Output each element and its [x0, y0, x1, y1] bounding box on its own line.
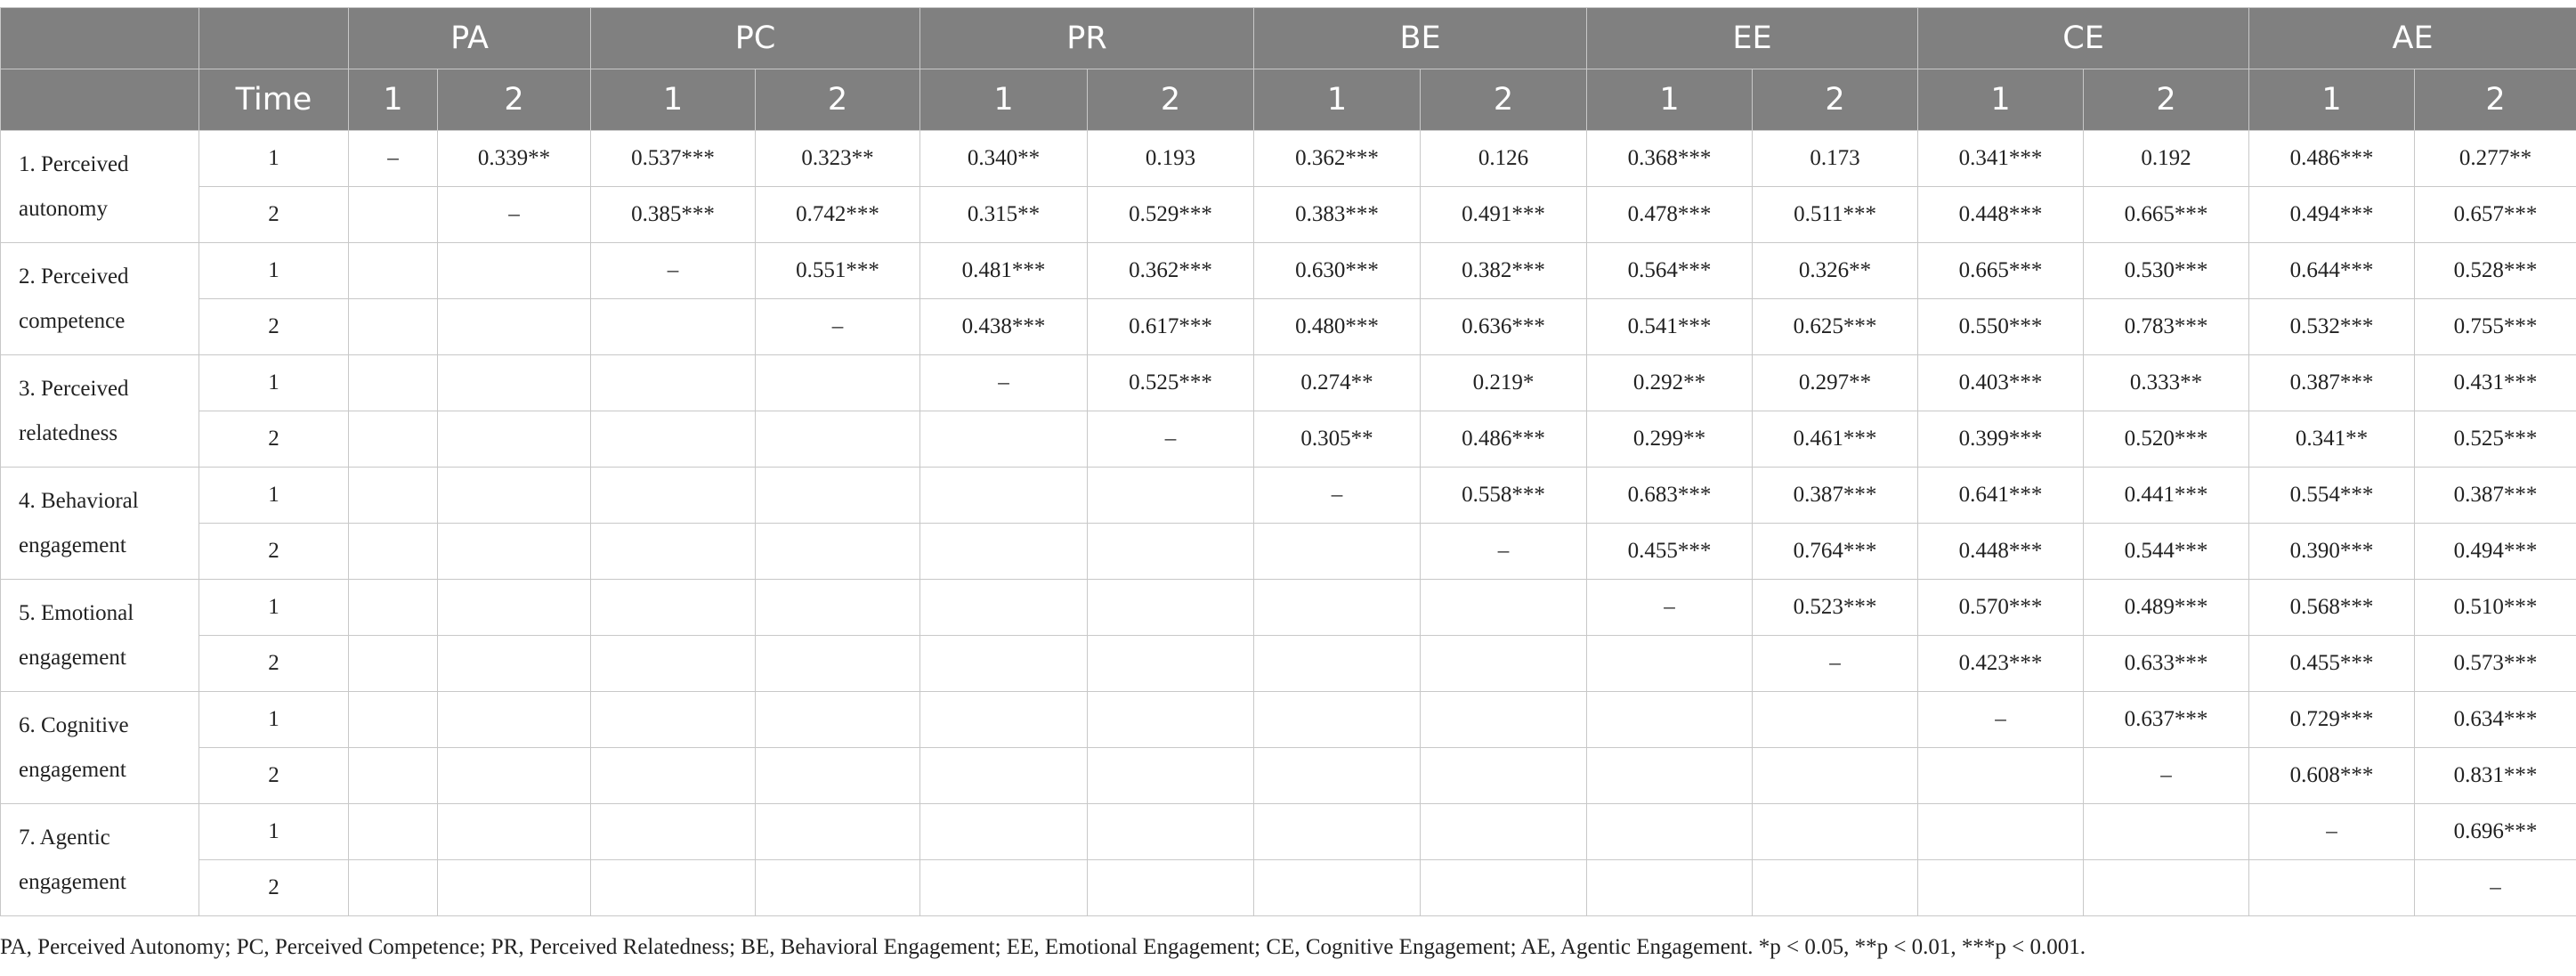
correlation-cell: 0.399*** [1918, 411, 2084, 468]
correlation-cell [1421, 692, 1587, 748]
correlation-cell [920, 748, 1088, 804]
correlation-table [0, 7, 2576, 916]
correlation-cell [2249, 860, 2415, 916]
correlation-cell [349, 411, 438, 468]
correlation-cell [438, 804, 591, 860]
correlation-cell [1587, 860, 1753, 916]
header-group-pr: PR [920, 8, 1254, 69]
correlation-cell [591, 411, 756, 468]
header-time-2: 2 [438, 69, 591, 131]
table-row [1, 355, 2576, 411]
correlation-cell: – [2084, 748, 2249, 804]
correlation-cell: 0.633*** [2084, 636, 2249, 692]
correlation-cell: 0.489*** [2084, 580, 2249, 636]
correlation-cell: 0.636*** [1421, 299, 1587, 355]
correlation-cell [438, 748, 591, 804]
correlation-cell: – [1088, 411, 1254, 468]
table-row [1, 187, 2576, 243]
table-row [1, 860, 2576, 916]
correlation-cell: 0.494*** [2249, 187, 2415, 243]
time-cell: 2 [199, 299, 349, 355]
correlation-cell: 0.783*** [2084, 299, 2249, 355]
correlation-cell [1254, 748, 1421, 804]
correlation-cell: 0.382*** [1421, 243, 1587, 299]
correlation-cell [1587, 804, 1753, 860]
table-header [1, 8, 2576, 131]
correlation-cell [349, 580, 438, 636]
correlation-cell: 0.305** [1254, 411, 1421, 468]
table-row [1, 636, 2576, 692]
correlation-cell [349, 860, 438, 916]
header-time-1: 1 [1587, 69, 1753, 131]
correlation-cell: – [591, 243, 756, 299]
correlation-cell: 0.390*** [2249, 524, 2415, 580]
correlation-cell: 0.644*** [2249, 243, 2415, 299]
correlation-cell: 0.634*** [2415, 692, 2576, 748]
correlation-cell [756, 804, 920, 860]
header-blank-cell [199, 8, 349, 69]
table-row [1, 692, 2576, 748]
correlation-cell: 0.383*** [1254, 187, 1421, 243]
header-time-2: 2 [1088, 69, 1254, 131]
table-row [1, 524, 2576, 580]
correlation-cell: 0.550*** [1918, 299, 2084, 355]
correlation-cell [920, 804, 1088, 860]
correlation-cell: 0.461*** [1753, 411, 1918, 468]
correlation-cell: 0.368*** [1587, 131, 1753, 187]
correlation-cell [438, 468, 591, 524]
correlation-cell [1753, 860, 1918, 916]
correlation-cell: 0.387*** [2415, 468, 2576, 524]
correlation-cell: 0.448*** [1918, 524, 2084, 580]
correlation-cell [1088, 692, 1254, 748]
table-row [1, 804, 2576, 860]
table-footnote: PA, Perceived Autonomy; PC, Perceived Competence; PR, Perceived Relatedness; BE, Behavioral Engagement; EE, Emotional Engagement; CE, Cognitive Engagement; AE, Agentic Engagement. *p < 0.05, **p < 0.01, ***p < 0.001. [0, 935, 2086, 959]
correlation-cell [1254, 524, 1421, 580]
correlation-cell [349, 299, 438, 355]
correlation-cell: – [2249, 804, 2415, 860]
correlation-cell [591, 692, 756, 748]
correlation-cell [1254, 860, 1421, 916]
correlation-cell: 0.637*** [2084, 692, 2249, 748]
header-time-1: 1 [1254, 69, 1421, 131]
time-cell: 1 [199, 692, 349, 748]
correlation-cell: 0.551*** [756, 243, 920, 299]
correlation-cell [756, 748, 920, 804]
correlation-cell [920, 411, 1088, 468]
correlation-cell: 0.541*** [1587, 299, 1753, 355]
correlation-cell: 0.608*** [2249, 748, 2415, 804]
header-time-1: 1 [349, 69, 438, 131]
correlation-cell: 0.568*** [2249, 580, 2415, 636]
correlation-cell [1254, 692, 1421, 748]
correlation-cell: 0.683*** [1587, 468, 1753, 524]
correlation-cell [591, 355, 756, 411]
correlation-cell [756, 524, 920, 580]
correlation-cell [591, 580, 756, 636]
correlation-cell [1421, 636, 1587, 692]
correlation-cell: 0.486*** [1421, 411, 1587, 468]
correlation-cell [1918, 804, 2084, 860]
variable-label: 4. Behavioral engagement [1, 468, 199, 580]
table-row [1, 411, 2576, 468]
time-cell: 1 [199, 131, 349, 187]
time-cell: 1 [199, 804, 349, 860]
correlation-cell: 0.274** [1254, 355, 1421, 411]
correlation-cell: 0.455*** [2249, 636, 2415, 692]
correlation-cell: 0.511*** [1753, 187, 1918, 243]
table-body [1, 131, 2576, 916]
correlation-cell: 0.315** [920, 187, 1088, 243]
header-time-1: 1 [591, 69, 756, 131]
correlation-cell: 0.326** [1753, 243, 1918, 299]
correlation-cell [1088, 804, 1254, 860]
correlation-cell: 0.523*** [1753, 580, 1918, 636]
correlation-cell: 0.554*** [2249, 468, 2415, 524]
correlation-cell: 0.481*** [920, 243, 1088, 299]
correlation-cell: – [1918, 692, 2084, 748]
correlation-cell [1421, 860, 1587, 916]
correlation-cell [756, 468, 920, 524]
correlation-cell [1918, 860, 2084, 916]
correlation-cell [1088, 748, 1254, 804]
correlation-cell [349, 355, 438, 411]
correlation-cell: 0.448*** [1918, 187, 2084, 243]
correlation-cell: 0.339** [438, 131, 591, 187]
correlation-cell: 0.657*** [2415, 187, 2576, 243]
time-cell: 2 [199, 636, 349, 692]
correlation-cell: 0.742*** [756, 187, 920, 243]
correlation-cell: 0.387*** [2249, 355, 2415, 411]
correlation-cell: 0.341*** [1918, 131, 2084, 187]
correlation-cell: 0.385*** [591, 187, 756, 243]
correlation-cell [1254, 804, 1421, 860]
header-time-1: 1 [2249, 69, 2415, 131]
time-cell: 1 [199, 580, 349, 636]
correlation-cell [438, 860, 591, 916]
correlation-cell [1753, 748, 1918, 804]
header-time-2: 2 [2084, 69, 2249, 131]
correlation-cell: 0.529*** [1088, 187, 1254, 243]
variable-label: 5. Emotional engagement [1, 580, 199, 692]
time-cell: 2 [199, 187, 349, 243]
correlation-cell [591, 636, 756, 692]
header-time-2: 2 [2415, 69, 2576, 131]
correlation-cell: 0.333** [2084, 355, 2249, 411]
header-time-2: 2 [1753, 69, 1918, 131]
header-blank-cell [1, 8, 199, 69]
correlation-cell [2084, 804, 2249, 860]
header-time-1: 1 [1918, 69, 2084, 131]
correlation-cell: – [1587, 580, 1753, 636]
correlation-cell: 0.299** [1587, 411, 1753, 468]
variable-label: 6. Cognitive engagement [1, 692, 199, 804]
header-row-groups [1, 8, 2576, 69]
correlation-cell: 0.537*** [591, 131, 756, 187]
header-group-pa: PA [349, 8, 591, 69]
correlation-cell [1088, 860, 1254, 916]
correlation-cell: 0.341** [2249, 411, 2415, 468]
correlation-cell: 0.729*** [2249, 692, 2415, 748]
correlation-cell: 0.478*** [1587, 187, 1753, 243]
correlation-cell [1918, 748, 2084, 804]
correlation-cell: 0.494*** [2415, 524, 2576, 580]
correlation-cell: 0.573*** [2415, 636, 2576, 692]
correlation-cell: 0.625*** [1753, 299, 1918, 355]
time-cell: 2 [199, 524, 349, 580]
table-row [1, 299, 2576, 355]
correlation-cell: 0.126 [1421, 131, 1587, 187]
correlation-cell: 0.192 [2084, 131, 2249, 187]
correlation-cell [438, 524, 591, 580]
correlation-cell [438, 636, 591, 692]
header-time-2: 2 [1421, 69, 1587, 131]
correlation-cell [920, 468, 1088, 524]
header-time-2: 2 [756, 69, 920, 131]
time-cell: 2 [199, 748, 349, 804]
correlation-cell [756, 355, 920, 411]
correlation-cell: 0.641*** [1918, 468, 2084, 524]
correlation-cell: 0.617*** [1088, 299, 1254, 355]
time-cell: 2 [199, 860, 349, 916]
correlation-cell: 0.219* [1421, 355, 1587, 411]
correlation-cell: 0.520*** [2084, 411, 2249, 468]
variable-label: 3. Perceived relatedness [1, 355, 199, 468]
correlation-cell: 0.630*** [1254, 243, 1421, 299]
correlation-cell [1421, 804, 1587, 860]
correlation-cell: 0.665*** [1918, 243, 2084, 299]
correlation-cell [438, 355, 591, 411]
header-group-ee: EE [1587, 8, 1918, 69]
correlation-cell: 0.764*** [1753, 524, 1918, 580]
correlation-cell: 0.297** [1753, 355, 1918, 411]
correlation-cell [2084, 860, 2249, 916]
correlation-cell: 0.525*** [2415, 411, 2576, 468]
correlation-cell [920, 580, 1088, 636]
correlation-cell: 0.455*** [1587, 524, 1753, 580]
correlation-cell [591, 299, 756, 355]
correlation-cell: – [2415, 860, 2576, 916]
correlation-cell [1088, 636, 1254, 692]
correlation-cell: 0.525*** [1088, 355, 1254, 411]
table-row [1, 131, 2576, 187]
correlation-cell [1088, 524, 1254, 580]
header-group-ae: AE [2249, 8, 2576, 69]
correlation-cell [756, 692, 920, 748]
correlation-cell [1254, 580, 1421, 636]
correlation-cell: 0.323** [756, 131, 920, 187]
correlation-cell [1587, 636, 1753, 692]
correlation-cell: – [920, 355, 1088, 411]
correlation-cell [920, 860, 1088, 916]
correlation-cell [756, 860, 920, 916]
correlation-cell: 0.564*** [1587, 243, 1753, 299]
correlation-cell [1753, 804, 1918, 860]
header-time-label: Time [199, 69, 349, 131]
correlation-cell: – [1254, 468, 1421, 524]
correlation-cell [349, 187, 438, 243]
correlation-cell [349, 243, 438, 299]
header-group-be: BE [1254, 8, 1587, 69]
correlation-cell: 0.441*** [2084, 468, 2249, 524]
correlation-cell: 0.696*** [2415, 804, 2576, 860]
correlation-cell: – [438, 187, 591, 243]
table-row [1, 580, 2576, 636]
correlation-cell: – [756, 299, 920, 355]
correlation-cell: 0.544*** [2084, 524, 2249, 580]
correlation-cell: 0.665*** [2084, 187, 2249, 243]
correlation-cell [1421, 580, 1587, 636]
correlation-cell: 0.431*** [2415, 355, 2576, 411]
correlation-cell [438, 411, 591, 468]
correlation-cell: 0.510*** [2415, 580, 2576, 636]
table-row [1, 468, 2576, 524]
correlation-cell: 0.530*** [2084, 243, 2249, 299]
correlation-cell [591, 748, 756, 804]
correlation-cell: 0.831*** [2415, 748, 2576, 804]
correlation-cell: 0.558*** [1421, 468, 1587, 524]
correlation-cell [349, 636, 438, 692]
header-group-ce: CE [1918, 8, 2249, 69]
correlation-cell [1088, 468, 1254, 524]
correlation-cell: – [1421, 524, 1587, 580]
correlation-cell: 0.528*** [2415, 243, 2576, 299]
correlation-cell: 0.340** [920, 131, 1088, 187]
correlation-cell [920, 692, 1088, 748]
correlation-cell: 0.362*** [1254, 131, 1421, 187]
correlation-cell: 0.173 [1753, 131, 1918, 187]
correlation-cell [591, 804, 756, 860]
header-group-pc: PC [591, 8, 920, 69]
correlation-cell [756, 636, 920, 692]
correlation-cell: 0.403*** [1918, 355, 2084, 411]
variable-label: 1. Perceived autonomy [1, 131, 199, 243]
variable-label: 2. Perceived competence [1, 243, 199, 355]
correlation-cell: 0.532*** [2249, 299, 2415, 355]
correlation-cell [1587, 748, 1753, 804]
correlation-cell [591, 860, 756, 916]
correlation-cell [1254, 636, 1421, 692]
header-row-times [1, 69, 2576, 131]
correlation-cell [756, 580, 920, 636]
table-row [1, 748, 2576, 804]
correlation-cell: 0.423*** [1918, 636, 2084, 692]
correlation-cell [349, 748, 438, 804]
correlation-cell [1421, 748, 1587, 804]
correlation-cell: 0.292** [1587, 355, 1753, 411]
correlation-cell: – [349, 131, 438, 187]
correlation-cell [438, 299, 591, 355]
correlation-cell [349, 468, 438, 524]
correlation-cell: 0.277** [2415, 131, 2576, 187]
correlation-cell [1587, 692, 1753, 748]
correlation-cell [920, 636, 1088, 692]
correlation-cell [438, 580, 591, 636]
correlation-cell: 0.438*** [920, 299, 1088, 355]
correlation-cell: 0.755*** [2415, 299, 2576, 355]
correlation-cell [591, 468, 756, 524]
correlation-cell [438, 692, 591, 748]
correlation-cell: 0.362*** [1088, 243, 1254, 299]
time-cell: 2 [199, 411, 349, 468]
correlation-cell: – [1753, 636, 1918, 692]
correlation-cell [349, 692, 438, 748]
correlation-cell [438, 243, 591, 299]
correlation-cell: 0.387*** [1753, 468, 1918, 524]
correlation-cell [349, 524, 438, 580]
correlation-cell: 0.570*** [1918, 580, 2084, 636]
correlation-cell [1753, 692, 1918, 748]
correlation-cell: 0.193 [1088, 131, 1254, 187]
correlation-cell [349, 804, 438, 860]
table-row [1, 243, 2576, 299]
correlation-cell [1088, 580, 1254, 636]
correlation-cell: 0.486*** [2249, 131, 2415, 187]
correlation-cell: 0.480*** [1254, 299, 1421, 355]
correlation-cell [920, 524, 1088, 580]
correlation-cell: 0.491*** [1421, 187, 1587, 243]
header-blank-cell [1, 69, 199, 131]
variable-label: 7. Agentic engagement [1, 804, 199, 916]
time-cell: 1 [199, 355, 349, 411]
correlation-cell [591, 524, 756, 580]
time-cell: 1 [199, 468, 349, 524]
correlation-cell [756, 411, 920, 468]
time-cell: 1 [199, 243, 349, 299]
header-time-1: 1 [920, 69, 1088, 131]
